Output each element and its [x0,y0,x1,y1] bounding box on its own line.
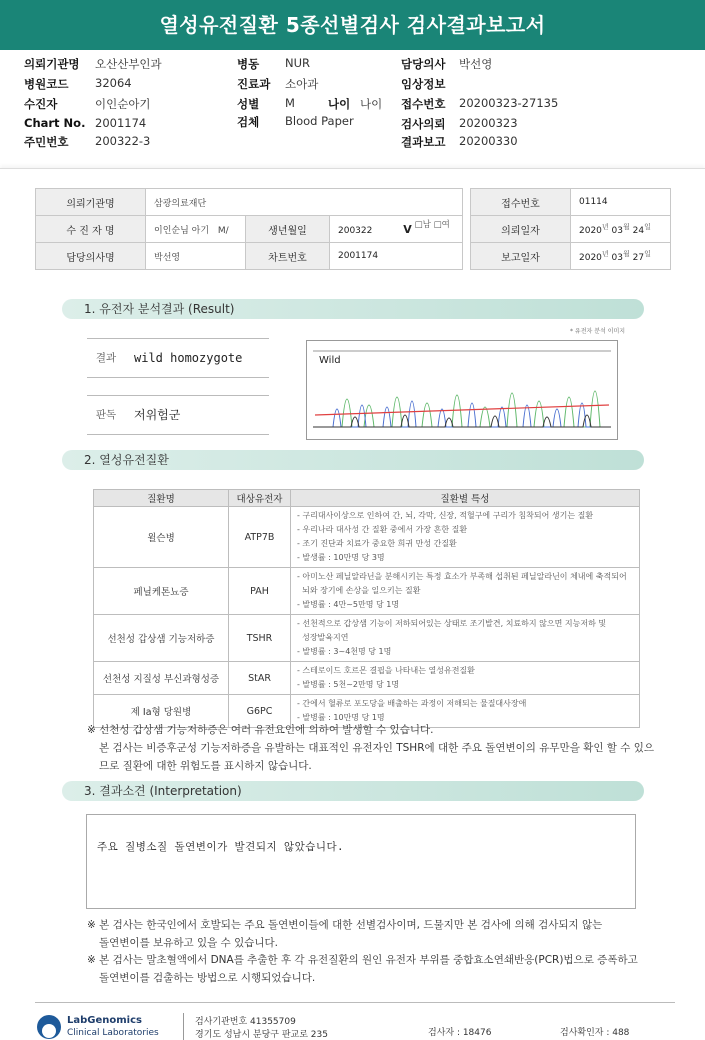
target-gene: TSHR [229,615,291,662]
dob-cell [330,216,463,243]
feature-line: 뇌와 장기에 손상을 일으키는 질환 [297,586,421,595]
result-row [87,338,269,378]
footer-divider [35,1002,675,1003]
checker-id: 검사자 : 18476 [428,1028,492,1038]
section-result-header: 1. 유전자 분석결과 (Result) [62,299,644,319]
bottom-note-1: ※ 본 검사는 한국인에서 호발되는 주요 돌연변이들에 대한 선별검사이며, 드물지만 본 검사에 의해 검사되지 않는 [87,919,603,931]
feature-line: 성장발육지연 [297,633,349,642]
col-gene: 대상유전자 [229,490,291,507]
bottom-note-2: 돌연변이를 보유하고 있을 수 있습니다. [99,937,278,949]
header-label: 임상정보 [401,77,446,91]
header-label: Chart No. [24,116,86,130]
day-unit: 일 [644,250,651,258]
feature-line: - 선천적으로 갑상샘 기능이 저하되어있는 상태로 조기발견, 치료하지 않으면 지능저하 및 [297,619,607,628]
feature-line: - 발병률 : 10만명 당 1명 [297,713,385,722]
label-patient-name: 수 진 자 명 [36,216,146,243]
col-features: 질환별 특성 [291,490,640,507]
request-year: 2020 [579,226,602,236]
trace-svg [307,341,617,439]
header-value: 200322-3 [95,134,151,148]
header-label: 병원코드 [24,77,69,91]
header-label: 의뢰기관명 [24,57,80,71]
header-value: M [285,96,295,110]
label-receipt-no: 접수번호 [471,189,571,216]
disease-name: 선천성 갑상샘 기능저하증 [94,615,229,662]
feature-line: - 아미노산 페닐알라닌을 분해시키는 특정 효소가 부족해 섭취된 페닐알라닌이 체내에 축적되어 [297,572,627,581]
doctor-value: 박선영 [146,243,246,270]
disease-features [291,662,640,695]
section-disease-header: 2. 열성유전질환 [62,450,644,470]
request-month: 03 [611,226,623,236]
header-label: 검체 [237,115,260,129]
disease-row [94,615,640,662]
patient-sex-value: M/ [217,225,229,236]
report-year: 2020 [579,253,602,263]
header-label: 수진자 [24,97,58,111]
gene-image-note: * 유전자 분석 이미지 [570,328,626,335]
patient-name-cell [146,216,246,243]
dob-value: 200322 [338,225,373,236]
header-label: 접수번호 [401,97,446,111]
year-unit: 년 [601,250,609,258]
patient-name-value: 이인순님 아기 [154,225,210,236]
header-value: 2001174 [95,116,147,130]
tshr-note-1: ※ 선천성 갑상샘 기능저하증은 여러 유전요인에 의하여 발생할 수 있습니다. [87,724,434,736]
header-value: 이인순아기 [95,97,151,111]
report-header [0,52,705,148]
header-value: 20200323-27135 [459,96,559,110]
disease-row [94,662,640,695]
month-unit: 월 [623,223,630,231]
reading-label: 판독 [95,409,117,421]
label-chart-no: 차트번호 [246,243,330,270]
disease-name: 제 Ia형 당원병 [94,695,229,728]
header-label: 주민번호 [24,135,69,149]
patient-info-table [35,188,671,270]
label-dob: 생년월일 [246,216,330,243]
interpretation-text: 주요 질병소질 돌연변이가 발견되지 않았습니다. [97,841,344,853]
header-label: 담당의사 [401,57,446,71]
header-label: 성별 [237,97,260,111]
request-day: 24 [632,226,645,236]
tshr-note-3: 므로 질환에 대한 위험도를 표시하지 않습니다. [99,760,312,772]
feature-line: - 스테로이드 호르몬 결핍을 나타내는 열성유전질환 [297,666,475,675]
disease-features [291,507,640,568]
institution-address: 경기도 성남시 분당구 판교로 235 [195,1030,328,1040]
header-value: NUR [285,56,311,70]
header-value: 나이 [360,97,383,111]
disease-name: 선천성 지질성 부신과형성증 [94,662,229,695]
header-value: Blood Paper [285,114,354,128]
bottom-note-3: ※ 본 검사는 말초혈액에서 DNA를 추출한 후 각 유전질환의 원인 유전자 부위를 중합효소연쇄반응(PCR)법으로 증폭하고 [87,954,638,966]
disease-features [291,615,640,662]
label-institution: 의뢰기관명 [36,189,146,216]
month-unit: 월 [623,250,630,258]
bottom-note-4: 돌연변이를 검출하는 방법으로 시행되었습니다. [99,972,316,984]
institution-value: 삼광의료재단 [146,189,463,216]
reading-row [87,395,269,435]
feature-line: - 조기 진단과 치료가 중요한 희귀 만성 간질환 [297,539,457,548]
target-gene: PAH [229,568,291,615]
disease-row [94,507,640,568]
disease-table [93,489,640,728]
header-value: 32064 [95,76,132,90]
label-report-date: 보고일자 [471,243,571,270]
header-label: 병동 [237,57,260,71]
chart-no-value: 2001174 [330,243,463,270]
disease-features [291,568,640,615]
header-label: 결과보고 [401,135,446,149]
header-value: 오산산부인과 [95,57,162,71]
report-date-value [571,243,671,270]
result-value: wild homozygote [134,351,243,365]
labgenomics-logo-icon [37,1015,61,1039]
header-label: 진료과 [237,77,271,91]
feature-line: - 발병률 : 5천~2만명 당 1명 [297,680,400,689]
receipt-no-value: 01114 [571,189,671,216]
header-value: 박선영 [459,57,493,71]
report-title: 열성유전질환 5종선별검사 검사결과보고서 [0,0,705,50]
feature-line: - 발생률 : 10만명 당 3명 [297,553,385,562]
confirmer-id: 검사확인자 : 488 [560,1028,630,1038]
year-unit: 년 [601,223,609,231]
feature-line: - 구리대사이상으로 인하여 간, 뇌, 각막, 신장, 적혈구에 구리가 침착되어 생기는 질환 [297,511,594,520]
target-gene: ATP7B [229,507,291,568]
institution-number: 검사기관번호 41355709 [195,1017,296,1027]
feature-line: - 우리나라 대사성 간 질환 중에서 가장 흔한 질환 [297,525,468,534]
disease-name: 윌슨병 [94,507,229,568]
target-gene: G6PC [229,695,291,728]
header-value: 20200323 [459,116,518,130]
label-doctor: 담당의사명 [36,243,146,270]
sequence-electropherogram [306,340,618,440]
brand-subtitle: Clinical Laboratories [67,1028,159,1038]
header-value: 20200330 [459,134,518,148]
feature-line: - 간에서 혈류로 포도당을 배출하는 과정이 저해되는 물질대사장애 [297,699,527,708]
col-disease: 질환명 [94,490,229,507]
day-unit: 일 [644,223,651,231]
report-day: 27 [632,253,645,263]
header-label: 나이 [328,97,351,111]
label-request-date: 의뢰일자 [471,216,571,243]
header-value: 소아과 [285,77,319,91]
sex-options: □남 □여 [414,219,450,230]
feature-line: - 발병률 : 3~4천명 당 1명 [297,647,392,656]
header-label: 검사의뢰 [401,117,446,131]
reading-value: 저위험군 [134,408,181,422]
tshr-note-2: 본 검사는 비증후군성 기능저하증을 유발하는 대표적인 유전자인 TSHR에 대한 주요 돌연변이의 유무만을 확인 할 수 있으 [99,742,655,754]
brand-name: LabGenomics [67,1015,142,1026]
footer-separator [183,1013,184,1040]
report-month: 03 [611,253,623,263]
request-date-value [571,216,671,243]
result-label: 결과 [95,352,117,364]
feature-line: - 발병률 : 4만~5만명 당 1명 [297,600,400,609]
graph-label: Wild [319,355,341,366]
interpretation-box [86,814,636,909]
section-interpretation-header: 3. 결과소견 (Interpretation) [62,781,644,801]
target-gene: StAR [229,662,291,695]
sex-check-mark: V [403,222,412,236]
disease-row [94,568,640,615]
disease-name: 페닐케톤뇨증 [94,568,229,615]
